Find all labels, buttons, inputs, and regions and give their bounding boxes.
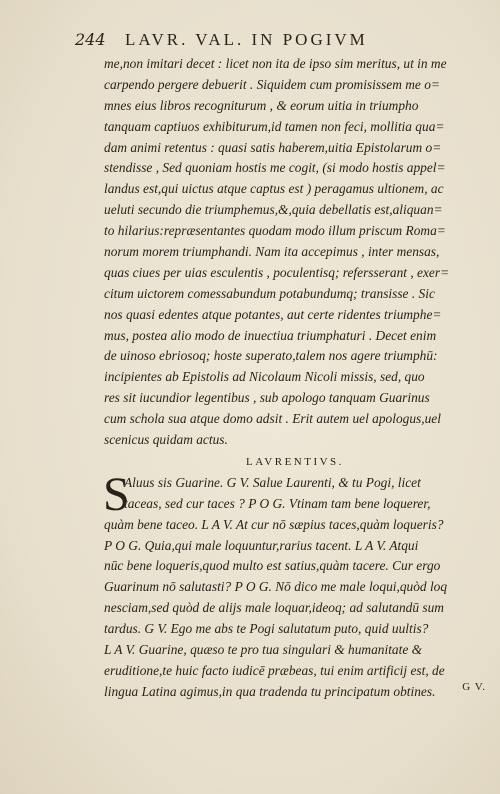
paragraph-2 (103, 467, 476, 703)
text-line: tanquam captiuos exhibiturum,id tamen non feci, mollitia qua= (104, 118, 445, 134)
text-line: landus est,qui uictus atque captus est ) peragamus ultionem, ac (104, 181, 444, 197)
text-line: incipientes ab Epistolis ad Nicolaum Nicoli missis, sed, quo (104, 369, 425, 385)
text-line: tardus. G V. Ego me abs te Pogi salutatum puto, quid uultis? (104, 621, 429, 637)
drop-cap: S (103, 467, 130, 521)
paragraph-1 (104, 54, 476, 451)
text-line: quàm bene taceo. L A V. At cur nō sæpius taces,quàm loqueris? (104, 516, 444, 532)
text-line: L A V. Guarine, quæso te pro tua singulari & humanitate & (104, 642, 423, 658)
text-line: Aluus sis Guarine. G V. Salue Laurenti, & tu Pogi, licet (124, 474, 421, 490)
text-line: ueluti secundo die triumphemus,&,quia debellatis est,aliquan= (104, 202, 443, 218)
page-header (75, 30, 435, 52)
text-line: stendisse , Sed quoniam hostis me cogit, (si modo hostis appel= (104, 160, 446, 176)
running-head: LAVR. VAL. IN POGIVM (125, 30, 368, 49)
text-line: norum morem triumphandi. Nam ita accepimus , inter mensas, (104, 244, 440, 260)
text-line: dam animi retentus : quasi satis haberem,uitia Epistolarum o= (104, 139, 442, 155)
text-line: de uinoso ebriosoq; hoste superato,talem nos agere triumphū: (104, 348, 438, 364)
text-line: P O G. Quia,qui male loquuntur,rarius tacent. L A V. Atqui (104, 537, 419, 553)
text-line: taceas, sed cur taces ? P O G. Vtinam tam bene loquerer, (124, 495, 431, 511)
text-line: mnes eius libros recogniturum , & eorum uitia in triumpho (104, 97, 419, 113)
page-number: 244 (75, 30, 106, 49)
text-line: to hilarius:repræsentantes quodam modo illum priscum Roma= (104, 223, 446, 239)
body-text (104, 54, 476, 703)
text-line: nesciam,sed quòd de alijs male loquar,ideoq; ad salutandū sum (104, 600, 444, 616)
text-line: nūc bene loqueris,quod multo est satius,quàm tacere. Cur ergo (104, 558, 441, 574)
text-line: cum schola sua atque domo adsit . Erit autem uel apologus,uel (104, 411, 441, 427)
text-line: res sit iucundior legentibus , sub apologo tanquam Guarinus (104, 390, 430, 406)
catchword: G V. (462, 681, 486, 693)
text-line: carpendo pergere debuerit . Siquidem cum promisissem me o= (104, 76, 440, 92)
text-line: eruditione,te huic facto iudicē præbeas, tui enim artificij est, de (104, 662, 445, 678)
section-heading: LAVRENTIVS. (246, 455, 344, 468)
text-line: nos quasi edentes atque potantes, aut certe ridentes triumphe= (104, 306, 442, 322)
text-line: citum uictorem comessabundum potabundumq; transisse . Sic (104, 285, 435, 301)
text-line: quas ciues per uias esculentis , poculentisq; refersserant , exer= (104, 264, 450, 280)
text-line: Guarinum nō salutasti? P O G. Nō dico me male loqui,quòd loq (104, 579, 448, 595)
text-line: scenicus quidam actus. (104, 432, 228, 448)
text-line: mus, postea alio modo de inuectiua triumphaturi . Decet enim (104, 327, 437, 343)
text-line: lingua Latina agimus,in qua tradenda tu principatum obtines. (104, 683, 436, 699)
text-line: me,non imitari decet : licet non ita de ipso sim meritus, ut in me (104, 56, 447, 71)
